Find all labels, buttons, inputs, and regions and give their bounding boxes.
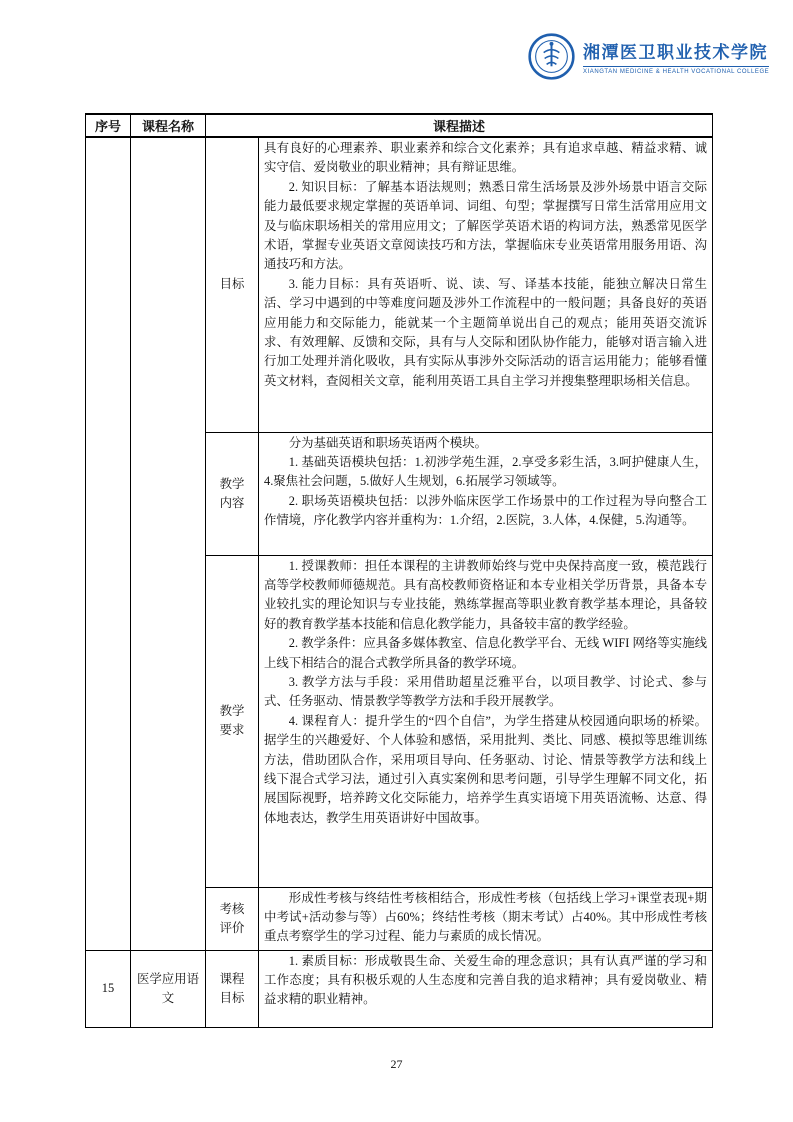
description-paragraph: 4. 课程育人：提升学生的“四个自信”，为学生搭建从校园通向职场的桥梁。据学生的兴趣爱好、个人体验和感悟，采用批判、类比、同感、模拟等思维训练方法，借助团队合作，采用项目导向、任务驱动、讨论、情景等教学方法和线上线下混合式学习法，通过引入真实案例和思考问题，引导学生理解不同文化，拓展国际视野，培养跨文化交际能力，培养学生真实语境下用英语流畅、达意、得体地表达，教学生用英语讲好中国故事。 (264, 713, 708, 825)
section-label-goal: 目标 (206, 137, 259, 432)
table-row (86, 137, 713, 432)
section-label-course-goals: 课程目标 (206, 950, 259, 1027)
description-paragraph: 3. 教学方法与手段：采用借助超星泛雅平台，以项目教学、讨论式、参与式、任务驱动、情景教学等教学方法和手段开展教学。 (264, 674, 708, 709)
section-content-assessment (259, 887, 713, 950)
seq-cell-empty (86, 137, 131, 950)
description-paragraph: 形成性考核与终结性考核相结合，形成性考核（包括线上学习+课堂表现+期中考试+活动参与等）占60%；终结性考核（期末考试）占40%。其中形成性考核重点考察学生的学习过程、能力与素质的成长情况。 (264, 890, 708, 944)
description-paragraph: 具有良好的心理素养、职业素养和综合文化素养；具有追求卓越、精益求精、诚实守信、爱岗敬业的职业精神；具有辩证思维。 (264, 141, 708, 175)
description-paragraph: 分为基础英语和职场英语两个模块。 (288, 435, 488, 450)
college-logo-icon (528, 33, 575, 80)
course-name-cell-empty (131, 137, 206, 950)
college-name-cn: 湘潭医卫职业技术学院 (583, 43, 768, 62)
section-label-teaching-content: 教学内容 (206, 432, 259, 555)
description-paragraph: 2. 教学条件：应具备多媒体教室、信息化教学平台、无线 WIFI 网络等实施线上线下相结合的混合式教学所具备的教学环境。 (264, 636, 708, 670)
section-label-teaching-requirements: 教学要求 (206, 555, 259, 887)
section-label-assessment: 考核评价 (206, 887, 259, 950)
college-logo-text (583, 38, 769, 75)
table-header-row (86, 114, 713, 137)
header-course-name: 课程名称 (131, 114, 206, 137)
header-seq: 序号 (86, 114, 131, 137)
header-course-description: 课程描述 (206, 114, 713, 137)
section-content-course-goals (259, 950, 713, 1027)
college-name-en: XIANGTAN MEDICINE & HEALTH VOCATIONAL COLLEGE (583, 66, 769, 75)
section-content-teaching-content (259, 432, 713, 555)
seq-cell: 15 (86, 950, 131, 1027)
course-name-cell: 医学应用语文 (131, 950, 206, 1027)
description-paragraph: 2. 知识目标：了解基本语法规则；熟悉日常生活场景及涉外场景中语言交际能力最低要求规定掌握的英语单词、词组、句型；掌握撰写日常生活常用应用文及与临床职场相关的常用应用文；了解医学英语术语的构词方法，熟悉常见医学术语，掌握专业英语文章阅读技巧和方法，掌握临床专业英语常用服务用语、沟通技巧和方法。 (264, 179, 708, 272)
description-paragraph: 1. 授课教师：担任本课程的主讲教师始终与党中央保持高度一致，模范践行高等学校教师师德规范。具有高校教师资格证和本专业相关学历背景，具备本专业较扎实的理论知识与专业技能，熟练掌握高等职业教育教学基本理论，具备较好的教育教学基本技能和信息化教学能力，具备较丰富的教学经验。 (264, 558, 708, 631)
section-content-goal (259, 137, 713, 432)
description-paragraph: 1. 素质目标：形成敬畏生命、关爱生命的理念意识；具有认真严谨的学习和工作态度；具有积极乐观的人生态度和完善自我的追求精神；具有爱岗敬业、精益求精的职业精神。 (264, 953, 708, 1007)
college-logo (528, 33, 769, 80)
table-row (86, 950, 713, 1027)
course-description-table (85, 113, 713, 1028)
section-content-teaching-requirements (259, 555, 713, 887)
description-paragraph: 3. 能力目标：具有英语听、说、读、写、译基本技能，能独立解决日常生活、学习中遇到的中等难度问题及涉外工作流程中的一般问题；具备良好的英语应用能力和交际能力，能就某一个主题简单说出自己的观点；能用英语交流诉求、有效理解、反馈和交际，具有与人交际和团队协作能力，能够对语言输入进行加工处理并消化吸收，具有实际从事涉外交际活动的语言运用能力；能够看懂英文材料，查阅相关文章，能利用英语工具自主学习并搜集整理职场相关信息。 (264, 276, 708, 388)
page-number: 27 (390, 1057, 403, 1071)
description-paragraph: 1. 基础英语模块包括：1.初涉学苑生涯，2.享受多彩生活，3.呵护健康人生，4.聚焦社会问题，5.做好人生规划，6.拓展学习领域等。 (264, 454, 708, 489)
description-paragraph: 2. 职场英语模块包括：以涉外临床医学工作场景中的工作过程为导向整合工作情境，序化教学内容并重构为：1.介绍，2.医院，3.人体，4.保健，5.沟通等。 (264, 493, 708, 528)
